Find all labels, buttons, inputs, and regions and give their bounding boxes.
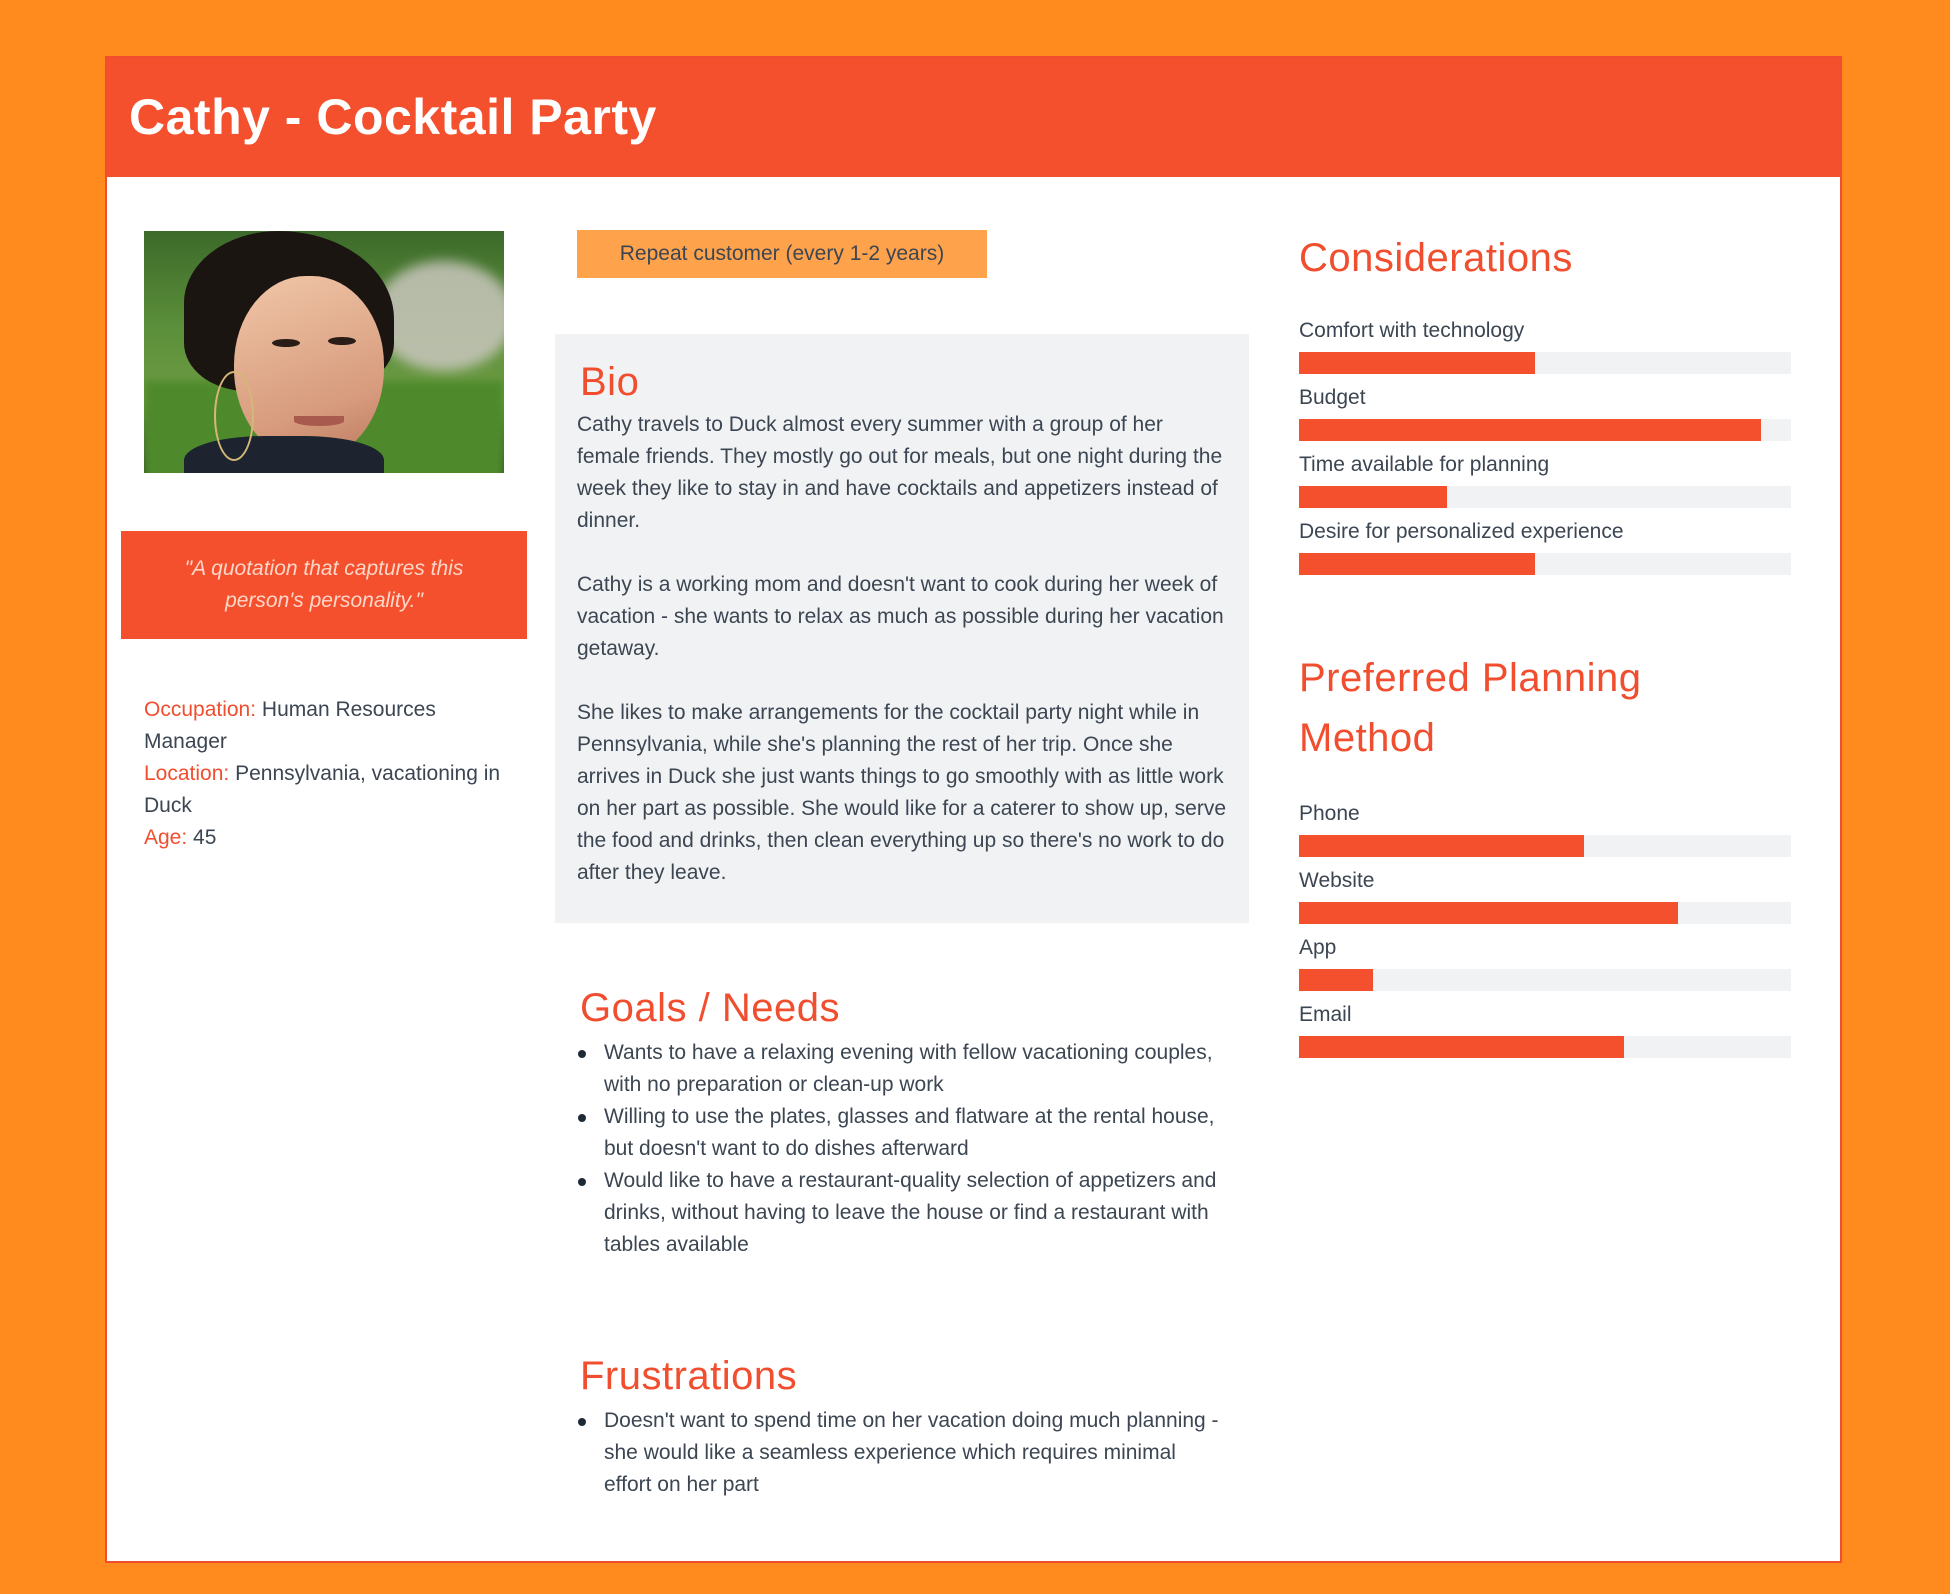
customer-type-badge: Repeat customer (every 1-2 years): [577, 230, 987, 278]
bar-item: [1299, 518, 1793, 575]
age-value: 45: [193, 826, 217, 849]
bar-track: [1299, 902, 1791, 924]
bio-paragraph: She likes to make arrangements for the cocktail party night while in Pennsylvania, while she's planning the rest of her trip. Once she arrives in Duck she just wants things to go smoothly with as little work on her part as possible. She would like for a caterer to show up, serve the food and drinks, then clean everything up so there's no work to do after they leave.: [577, 701, 1227, 884]
bar-label: Budget: [1299, 386, 1366, 409]
age-row: [144, 822, 504, 854]
location-row: [144, 758, 504, 822]
location-value: Pennsylvania, vacationing in Duck: [144, 762, 501, 817]
header-bar: [107, 58, 1840, 177]
bar-fill: [1299, 419, 1761, 441]
bar-track: [1299, 835, 1791, 857]
bar-label: Phone: [1299, 802, 1360, 825]
bio-paragraph: Cathy travels to Duck almost every summer with a group of her female friends. They mostly go out for meals, but one night during the week they like to stay in and have cocktails and appetizers instead of dinner.: [577, 413, 1223, 532]
goals-title: Goals / Needs: [580, 986, 840, 1030]
bar-track: [1299, 1036, 1791, 1058]
bar-label: Time available for planning: [1299, 453, 1550, 476]
bio-title: Bio: [580, 360, 640, 404]
planning-method-section: [1299, 648, 1793, 1068]
bar-fill: [1299, 352, 1535, 374]
goals-section: [580, 986, 1260, 1261]
considerations-title: Considerations: [1299, 236, 1573, 280]
bar-label: Website: [1299, 869, 1375, 892]
considerations-section: [1299, 236, 1793, 585]
list-item: Willing to use the plates, glasses and flatware at the rental house, but doesn't want to do dishes afterward: [580, 1101, 1220, 1165]
bar-item: [1299, 317, 1793, 374]
planning-method-title: Preferred Planning Method: [1299, 656, 1642, 760]
bar-item: [1299, 451, 1793, 508]
persona-photo: [144, 231, 504, 473]
occupation-row: [144, 694, 504, 758]
bar-label: Desire for personalized experience: [1299, 520, 1624, 543]
frustrations-title: Frustrations: [580, 1354, 798, 1398]
occupation-value: Human Resources Manager: [144, 698, 436, 753]
bar-label: Email: [1299, 1003, 1352, 1026]
list-item: Wants to have a relaxing evening with fellow vacationing couples, with no preparation or clean-up work: [580, 1037, 1220, 1101]
bar-label: Comfort with technology: [1299, 319, 1525, 342]
bar-item: [1299, 934, 1793, 991]
persona-facts: [144, 694, 504, 854]
bar-track: [1299, 352, 1791, 374]
frustrations-list: [580, 1405, 1260, 1501]
bar-fill: [1299, 902, 1678, 924]
bar-fill: [1299, 553, 1535, 575]
page-title: Cathy - Cocktail Party: [129, 89, 657, 145]
bar-item: [1299, 867, 1793, 924]
bar-track: [1299, 486, 1791, 508]
bar-track: [1299, 969, 1791, 991]
persona-quote: "A quotation that captures this person's personality.": [184, 557, 464, 612]
bio-paragraph: Cathy is a working mom and doesn't want to cook during her week of vacation - she wants to relax as much as possible during her vacation getaway.: [577, 573, 1224, 660]
considerations-bars: [1299, 317, 1793, 575]
bar-item: [1299, 800, 1793, 857]
bar-fill: [1299, 969, 1373, 991]
bar-track: [1299, 419, 1791, 441]
quote-box: [121, 531, 527, 639]
age-label: Age:: [144, 826, 188, 849]
list-item: Doesn't want to spend time on her vacation doing much planning - she would like a seamless experience which requires minimal effort on her part: [580, 1405, 1220, 1501]
frustrations-section: [580, 1354, 1260, 1501]
bio-panel: [555, 334, 1249, 923]
bar-label: App: [1299, 936, 1337, 959]
bar-fill: [1299, 835, 1584, 857]
bar-item: [1299, 384, 1793, 441]
list-item: Would like to have a restaurant-quality selection of appetizers and drinks, without having to leave the house or find a restaurant with tables available: [580, 1165, 1220, 1261]
bar-item: [1299, 1001, 1793, 1058]
goals-list: [580, 1037, 1260, 1261]
bar-fill: [1299, 486, 1447, 508]
bar-track: [1299, 553, 1791, 575]
occupation-label: Occupation:: [144, 698, 257, 721]
persona-card: [105, 56, 1842, 1563]
location-label: Location:: [144, 762, 230, 785]
bar-fill: [1299, 1036, 1624, 1058]
planning-method-bars: [1299, 800, 1793, 1058]
